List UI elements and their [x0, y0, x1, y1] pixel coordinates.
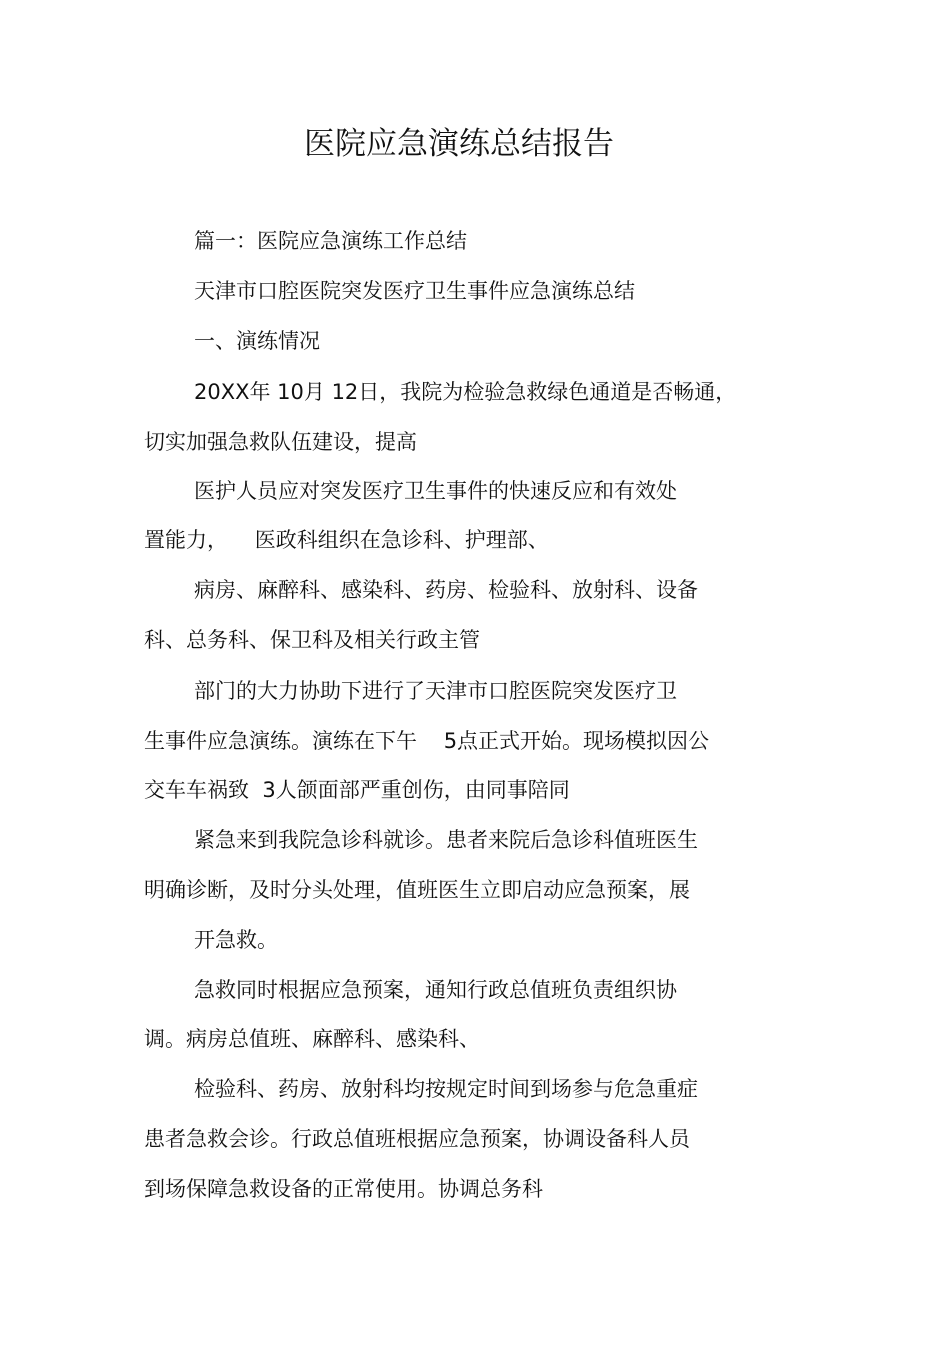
- paragraph-line: 明确诊断，及时分头处理，值班医生立即启动应急预案，展: [144, 878, 690, 902]
- paragraph-line: 交车车祸致 3人颌面部严重创伤，由同事陪同: [144, 778, 570, 802]
- paragraph-line: 检验科、药房、放射科均按规定时间到场参与危急重症: [194, 1077, 698, 1101]
- paragraph-line: 开急救。: [194, 928, 278, 952]
- paragraph-line: 紧急来到我院急诊科就诊。患者来院后急诊科值班医生: [194, 828, 698, 852]
- paragraph-line: 切实加强急救队伍建设，提高: [144, 430, 417, 454]
- paragraph-line: 医护人员应对突发医疗卫生事件的快速反应和有效处: [194, 479, 677, 503]
- document-title: 医院应急演练总结报告: [304, 126, 614, 162]
- paragraph-line: 到场保障急救设备的正常使用。协调总务科: [144, 1177, 543, 1201]
- paragraph-line: 急救同时根据应急预案，通知行政总值班负责组织协: [194, 978, 677, 1002]
- paragraph-line: 生事件应急演练。演练在下午 5点正式开始。现场模拟因公: [144, 729, 710, 753]
- paragraph-line: 调。病房总值班、麻醉科、感染科、: [144, 1027, 480, 1051]
- section-heading-drill: 一、演练情况: [194, 329, 320, 353]
- paragraph-line: 病房、麻醉科、感染科、药房、检验科、放射科、设备: [194, 578, 698, 602]
- subtitle-line: 天津市口腔医院突发医疗卫生事件应急演练总结: [194, 279, 635, 303]
- section-heading: 篇一：医院应急演练工作总结: [194, 229, 467, 253]
- paragraph-line: 20XX年 10月 12日，我院为检验急救绿色通道是否畅通，: [194, 380, 737, 404]
- paragraph-line: 部门的大力协助下进行了天津市口腔医院突发医疗卫: [194, 679, 677, 703]
- paragraph-line: 患者急救会诊。行政总值班根据应急预案，协调设备科人员: [144, 1127, 690, 1151]
- paragraph-line: 科、总务科、保卫科及相关行政主管: [144, 628, 480, 652]
- paragraph-line: 置能力， 医政科组织在急诊科、护理部、: [144, 528, 549, 552]
